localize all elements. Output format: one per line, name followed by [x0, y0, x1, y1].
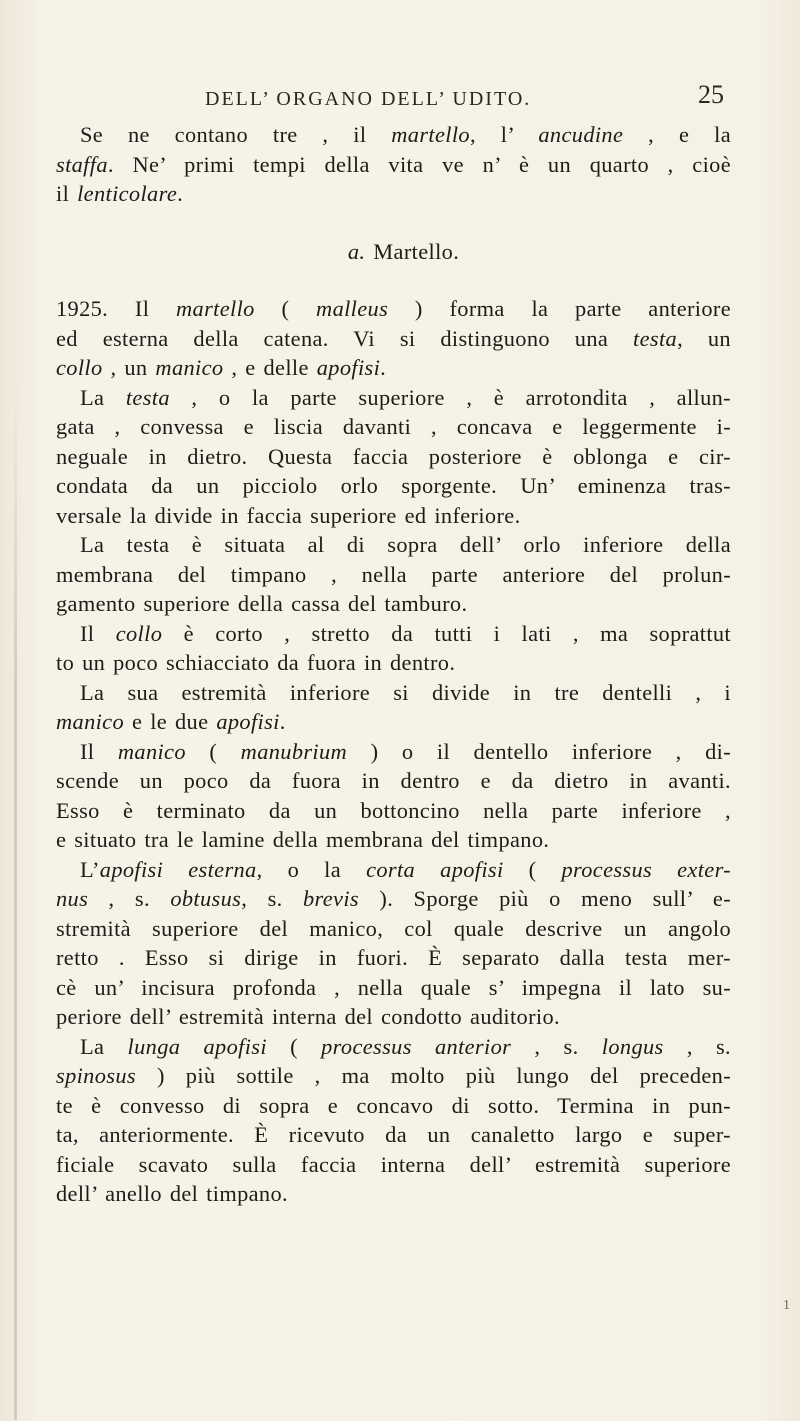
- running-title: DELL’ ORGANO DELL’ UDITO.: [205, 88, 532, 110]
- text-line: La lunga apofisi ( processus anterior , s. longus , s.: [80, 1033, 731, 1059]
- page-header: [0, 80, 800, 120]
- text-line: stremità superiore del manico, col quale descrive un angolo: [56, 915, 731, 941]
- text-line: scende un poco da fuora in dentro e da dietro in avanti.: [56, 768, 731, 793]
- page-gutter-shadow: [14, 380, 17, 1420]
- text-line: versale la divide in faccia superiore ed inferiore.: [56, 502, 521, 528]
- text-line: manico e le due apofisi.: [56, 709, 286, 734]
- text-line: gamento superiore della cassa del tamburo.: [56, 591, 468, 616]
- text-line: dell’ anello del timpano.: [56, 1181, 288, 1206]
- text-line: retto . Esso si dirige in fuori. È separato dalla testa mer-: [56, 945, 731, 970]
- text-line: cè un’ incisura profonda , nella quale s’ impegna il lato su-: [56, 974, 731, 1000]
- text-line: il lenticolare.: [56, 181, 184, 206]
- body-text: [56, 120, 731, 1209]
- text-line: Il collo è corto , stretto da tutti i lati , ma soprattut: [80, 620, 732, 646]
- text-line: Esso è terminato da un bottoncino nella parte inferiore ,: [56, 797, 731, 823]
- text-line: te è convesso di sopra e concavo di sotto. Termina in pun-: [56, 1092, 731, 1118]
- text-line: La testa è situata al di sopra dell’ orlo inferiore della: [80, 532, 731, 557]
- text-line: collo , un manico , e delle apofisi.: [56, 355, 387, 380]
- text-line: Se ne contano tre , il martello, l’ ancudine , e la: [80, 122, 731, 147]
- text-line: L’apofisi esterna, o la corta apofisi ( processus exter-: [80, 856, 731, 882]
- text-line: spinosus ) più sottile , ma molto più lungo del preceden-: [56, 1063, 731, 1088]
- text-line: La sua estremità inferiore si divide in tre dentelli , i: [80, 679, 731, 705]
- text-line: periore dell’ estremità interna del condotto auditorio.: [56, 1004, 560, 1029]
- text-line: neguale in dietro. Questa faccia posteriore è oblonga e cir-: [56, 443, 731, 469]
- text-line: ed esterna della catena. Vi si distinguono una testa, un: [56, 325, 731, 351]
- margin-mark: 1: [783, 1298, 790, 1313]
- text-line: ficiale scavato sulla faccia interna dell’ estremità superiore: [56, 1151, 731, 1177]
- text-line: Il manico ( manubrium ) o il dentello inferiore , di-: [80, 738, 731, 764]
- text-line: La testa , o la parte superiore , è arrotondita , allun-: [80, 384, 731, 410]
- text-line: membrana del timpano , nella parte anteriore del prolun-: [56, 561, 731, 587]
- page-number: 25: [698, 80, 724, 109]
- text-line: staffa. Ne’ primi tempi della vita ve n’ è un quarto , cioè: [56, 151, 731, 177]
- section-heading: a. Martello.: [347, 238, 460, 264]
- text-line: ta, anteriormente. È ricevuto da un canaletto largo e super-: [56, 1122, 731, 1147]
- text-line: nus , s. obtusus, s. brevis ). Sporge più o meno sull’ e-: [56, 886, 732, 911]
- text-line: condata da un picciolo orlo sporgente. Un’ eminenza tras-: [56, 473, 731, 498]
- text-line: to un poco schiacciato da fuora in dentro.: [56, 650, 456, 675]
- text-line: 1925. Il martello ( malleus ) forma la parte anteriore: [56, 296, 732, 321]
- text-line: gata , convessa e liscia davanti , concava e leggermente i-: [56, 414, 731, 439]
- text-line: e situato tra le lamine della membrana del timpano.: [56, 827, 550, 852]
